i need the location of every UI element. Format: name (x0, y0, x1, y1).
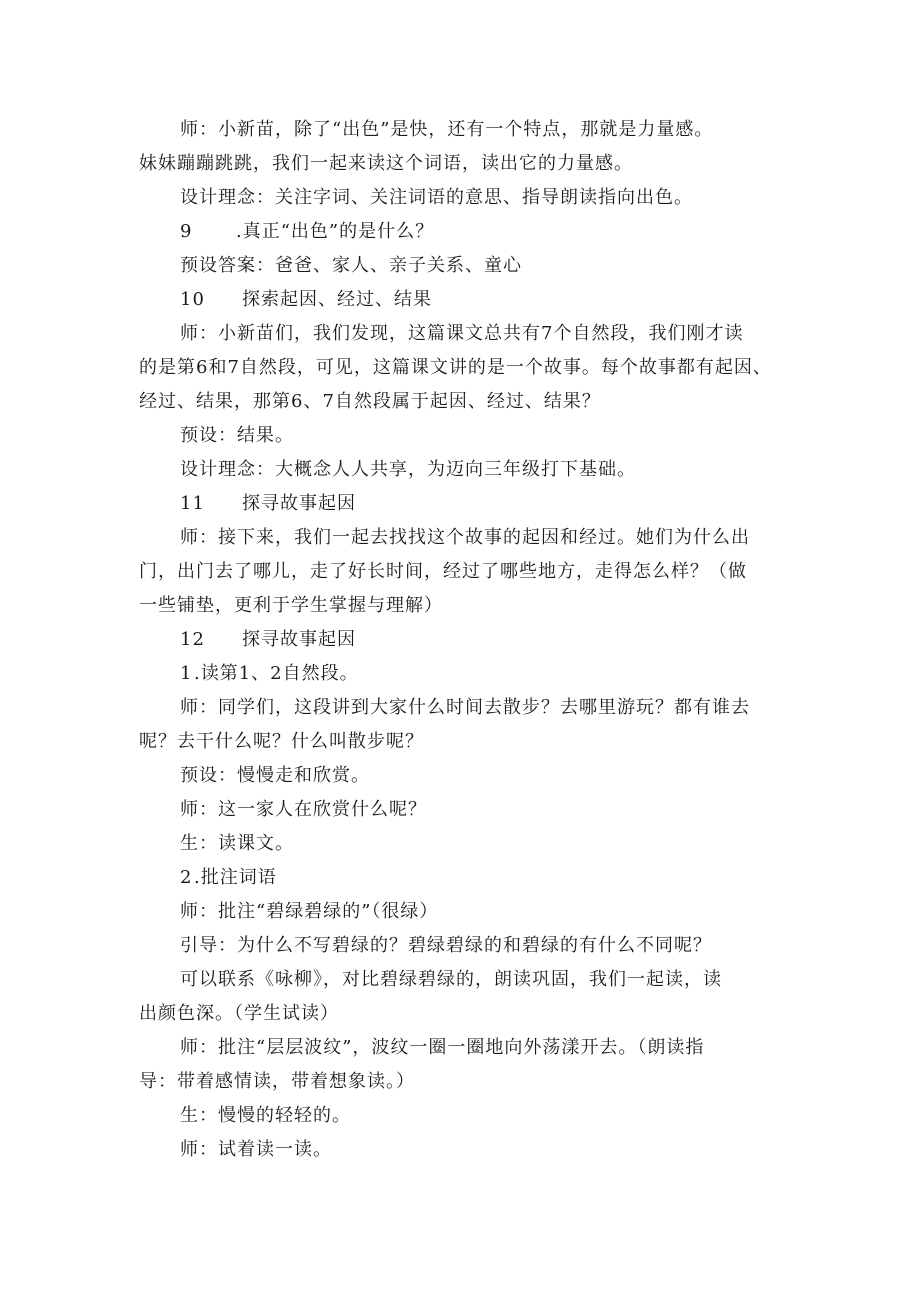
item-text: .真正“出色”的是什么？ (236, 221, 435, 242)
paragraph-line: 师：这一家人在欣赏什么呢？ (180, 799, 427, 820)
paragraph-line: 门，出门去了哪儿，走了好长时间，经过了哪些地方，走得怎么样？（做 (139, 561, 747, 582)
paragraph-line: 生：读课文。 (180, 833, 294, 854)
paragraph-line: 生：慢慢的轻轻的。 (180, 1105, 351, 1126)
paragraph-line: 妹妹蹦蹦跳跳，我们一起来读这个词语，读出它的力量感。 (139, 153, 633, 174)
paragraph-line: 师：接下来，我们一起去找找这个故事的起因和经过。她们为什么出 (180, 527, 750, 548)
paragraph-line: 设计理念：大概念人人共享，为迈向三年级打下基础。 (180, 459, 636, 480)
item-text: 探寻故事起因 (242, 493, 356, 514)
paragraph-line: 预设：结果。 (180, 425, 294, 446)
numbered-heading (180, 662, 359, 686)
paragraph-line: 师：试着读一读。 (180, 1139, 332, 1160)
item-number: 12 (180, 629, 205, 650)
paragraph-line: 设计理念：关注字词、关注词语的意思、指导朗读指向出色。 (180, 187, 693, 208)
paragraph-line: 导：带着感情读，带着想象读。） (139, 1071, 415, 1092)
item-number: 1 (180, 663, 193, 684)
paragraph-line: 师：小新苗们，我们发现，这篇课文总共有7个自然段，我们刚才读 (180, 323, 744, 344)
paragraph-line: 预设答案：爸爸、家人、亲子关系、童心 (180, 255, 522, 276)
paragraph-line: 师：小新苗，除了“出色”是快，还有一个特点，那就是力量感。 (180, 119, 714, 140)
numbered-heading (180, 628, 356, 652)
paragraph-line: 师：批注“层层波纹”，波纹一圈一圈地向外荡漾开去。（朗读指 (180, 1037, 705, 1058)
item-number: 2 (180, 867, 193, 888)
item-number: 11 (180, 493, 205, 514)
numbered-heading (180, 288, 432, 312)
paragraph-line: 可以联系《咏柳》，对比碧绿碧绿的，朗读巩固，我们一起读，读 (180, 969, 722, 990)
item-number: 10 (180, 289, 205, 310)
item-text: 探索起因、经过、结果 (242, 289, 432, 310)
paragraph-line: 经过、结果，那第6、7自然段属于起因、经过、结果？ (139, 391, 601, 412)
paragraph-line: 一些铺垫，更利于学生掌握与理解） (139, 595, 443, 616)
item-text: 探寻故事起因 (242, 629, 356, 650)
paragraph-line: 引导：为什么不写碧绿的？碧绿碧绿的和碧绿的有什么不同呢？ (180, 935, 712, 956)
paragraph-line: 呢？去干什么呢？什么叫散步呢？ (139, 731, 424, 752)
paragraph-line: 师：同学们，这段讲到大家什么时间去散步？去哪里游玩？都有谁去 (180, 697, 750, 718)
paragraph-line: 的是第6和7自然段，可见，这篇课文讲的是一个故事。每个故事都有起因、 (139, 357, 772, 378)
numbered-heading (180, 866, 277, 890)
paragraph-line: 师：批注“碧绿碧绿的”（很绿） (180, 901, 439, 922)
numbered-heading (180, 220, 434, 244)
paragraph-line: 预设：慢慢走和欣赏。 (180, 765, 370, 786)
item-number: 9 (180, 221, 193, 242)
item-text: .读第1、2自然段。 (194, 663, 359, 684)
item-text: .批注词语 (194, 867, 277, 888)
numbered-heading (180, 492, 356, 516)
paragraph-line: 出颜色深。（学生试读） (139, 1003, 339, 1024)
